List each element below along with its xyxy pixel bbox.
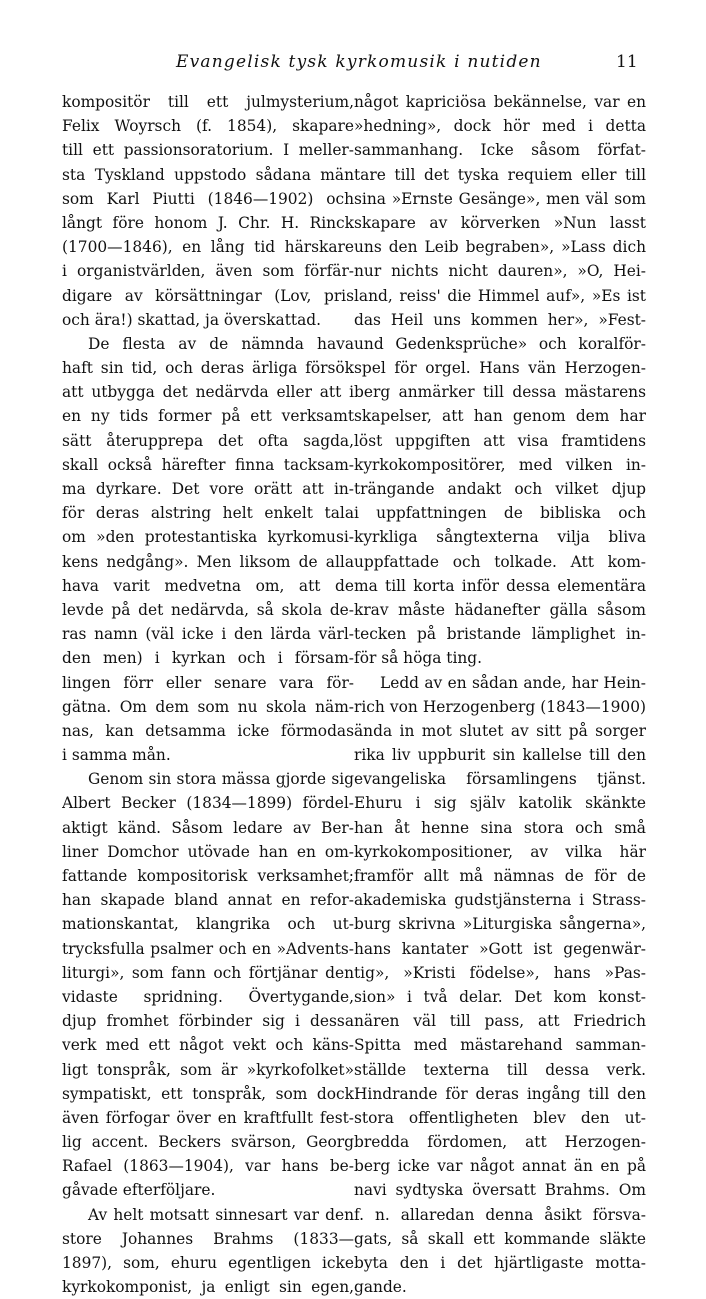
- text-line: i organistvärlden, även som förfär-: [62, 262, 354, 281]
- text-line: att utbygga det nedärvda eller att i: [62, 383, 354, 402]
- text-line: berg icke var något annat än en på: [354, 1157, 646, 1176]
- text-line: sion» i två delar. Det kom konst-: [354, 987, 646, 1006]
- page-number: 11: [616, 52, 638, 72]
- text-line: liturgi», som fann och förtjänar den: [62, 963, 354, 982]
- text-line: krav måste hädanefter gälla såsom: [354, 600, 646, 619]
- text-line: till ett passionsoratorium. I meller-: [62, 141, 354, 160]
- text-line: nur nichts nicht dauren», »O, Hei-: [354, 262, 646, 281]
- text-line: spel för orgel. Hans vän Herzogen-: [354, 359, 646, 378]
- text-line: stora offentligheten blev den ut-: [354, 1108, 646, 1127]
- text-line: sina »Ernste Gesänge», men väl som: [354, 189, 646, 208]
- text-line: ända in mot slutet av sitt på sorger: [354, 721, 646, 740]
- text-line: f. n. allaredan denna åsikt försva-: [354, 1205, 646, 1224]
- text-line: evangeliska församlingens tjänst.: [354, 770, 646, 789]
- text-line: kyrkokompositioner, av vilka här: [354, 842, 646, 861]
- text-line: sammanhang. Icke såsom förfat-: [354, 141, 646, 160]
- text-line: mationskantat, klangrika och ut-: [62, 915, 354, 934]
- text-line: hans kantater »Gott ist gegenwär-: [354, 939, 646, 958]
- text-line: kyrkliga sångtexterna vilja bliva: [354, 528, 646, 547]
- text-line: lingen förr eller senare vara för-: [62, 673, 354, 692]
- text-line: fattande kompositorisk verksamhet;: [62, 867, 354, 885]
- text-line: löst uppgiften att visa framtidens: [354, 431, 646, 450]
- text-line: rich von Herzogenberg (1843—1900): [354, 697, 646, 716]
- text-line: uppfattade och tolkade. Att kom-: [354, 552, 646, 571]
- text-line: för så höga ting.: [354, 649, 483, 668]
- text-line: skapare av körverken »Nun lasst: [354, 213, 646, 232]
- text-line: sätt återupprepa det ofta sagda,: [62, 431, 354, 450]
- text-line: ras namn (väl icke i den lärda värl-: [62, 625, 354, 644]
- text-line: Felix Woyrsch (f. 1854), skapare: [62, 117, 354, 136]
- text-line: djup fromhet förbinder sig i dessa: [62, 1012, 354, 1031]
- text-line: som Karl Piutti (1846—1902) och: [62, 189, 354, 208]
- text-line: om »den protestantiska kyrkomusi-: [62, 528, 354, 547]
- text-line: das Heil uns kommen her», »Fest-: [354, 310, 646, 329]
- text-line: en ny tids former på ett verksamt: [62, 407, 354, 426]
- text-line: haft sin tid, och deras ärliga försök: [62, 359, 354, 378]
- text-line: långt före honom J. Chr. H. Rinck: [62, 213, 354, 232]
- text-line: kyrkokompositörer, med vilken in-: [354, 455, 646, 474]
- text-line: framför allt må nämnas de för de: [354, 867, 646, 885]
- text-line: burg skrivna »Liturgiska sångerna»,: [354, 915, 646, 934]
- text-line: Hindrande för deras ingång till den: [354, 1084, 646, 1103]
- text-line: rika liv uppburit sin kallelse till den: [354, 746, 646, 765]
- text-line: skapelser, att han genom dem har: [354, 407, 646, 426]
- running-title: Evangelisk tysk kyrkomusik i nutiden: [176, 52, 542, 72]
- text-line: land, reiss' die Himmel auf», »Es ist: [354, 286, 646, 305]
- text-line: 1897), som, ehuru egentligen icke: [62, 1254, 354, 1272]
- text-line: verk med ett något vekt och käns-: [62, 1036, 354, 1055]
- text-line: även förfogar över en kraftfullt fest-: [62, 1108, 354, 1127]
- text-line: akademiska gudstjänsterna i Strass-: [354, 891, 646, 910]
- text-line: Genom sin stora mässa gjorde sig: [88, 770, 354, 789]
- text-line: vidaste spridning. Övertygande,: [62, 987, 354, 1006]
- text-line: tecken på bristande lämplighet in-: [354, 625, 646, 644]
- text-line: för deras alstring helt enkelt tala: [62, 504, 354, 523]
- text-line: gats, så skall ett kommande släkte: [354, 1229, 646, 1248]
- text-line: Ledd av en sådan ande, har Hein-: [380, 673, 646, 692]
- text-line: Rafael (1863—1904), var hans be-: [62, 1157, 354, 1176]
- text-line: tig», »Kristi födelse», hans »Pas-: [354, 963, 646, 982]
- text-line: nären väl till pass, att Friedrich: [354, 1012, 646, 1031]
- text-line: berg anmärker till dessa mästarens: [354, 383, 646, 402]
- text-line: tare till det tyska requiem eller till: [354, 165, 646, 184]
- text-line: Av helt motsatt sinnesart var den: [88, 1205, 354, 1224]
- text-line: uns den Leib begraben», »Lass dich: [354, 238, 646, 257]
- left-column: [62, 90, 354, 1299]
- text-line: levde på det nedärvda, så skola de-: [62, 600, 354, 619]
- text-line: skall också härefter finna tacksam-: [62, 455, 354, 474]
- text-line: i uppfattningen de bibliska och: [354, 504, 646, 523]
- text-line: sta Tyskland uppstodo sådana män: [62, 165, 354, 184]
- text-line: Spitta med mästarehand samman-: [354, 1036, 646, 1055]
- text-line: ma till korta inför dessa elementära: [354, 576, 646, 595]
- text-line: store Johannes Brahms (1833—: [62, 1229, 354, 1248]
- text-line: gätna. Om dem som nu skola näm-: [62, 697, 354, 716]
- text-line: kompositör till ett julmysterium,: [62, 93, 354, 111]
- text-line: De flesta av de nämnda hava: [88, 334, 354, 353]
- text-line: digare av körsättningar (Lov, pris: [62, 286, 354, 305]
- text-line: und Gedenksprüche» och koralför-: [354, 334, 646, 353]
- text-line: gande.: [354, 1278, 407, 1297]
- text-line: han skapade bland annat en refor-: [62, 891, 354, 910]
- text-line: den men) i kyrkan och i försam-: [62, 649, 354, 668]
- right-column: [354, 90, 646, 1299]
- text-line: ma dyrkare. Det vore orätt att in-: [62, 480, 354, 498]
- text-line: trängande andakt och vilket djup: [354, 480, 646, 498]
- text-line: Ehuru i sig själv katolik skänkte: [354, 794, 646, 813]
- text-line: navi sydtyska översatt Brahms. Om: [354, 1181, 646, 1200]
- text-line: byta den i det hjärtligaste motta-: [354, 1254, 646, 1272]
- text-line: nas, kan detsamma icke förmodas: [62, 721, 354, 740]
- text-line: sympatiskt, ett tonspråk, som dock: [62, 1084, 354, 1103]
- text-line: och ära!) skattad, ja överskattad.: [62, 310, 322, 329]
- text-line: ligt tonspråk, som är »kyrkofolket»: [62, 1060, 354, 1079]
- text-line: trycksfulla psalmer och en »Advents-: [62, 939, 354, 958]
- text-line: aktigt känd. Såsom ledare av Ber-: [62, 818, 354, 837]
- text-line: lig accent. Beckers svärson, Georg: [62, 1133, 354, 1152]
- text-line: kyrkokomponist, ja enligt sin egen,: [62, 1278, 354, 1297]
- text-line: hava varit medvetna om, att de: [62, 576, 354, 595]
- text-line: han åt henne sina stora och små: [354, 818, 646, 837]
- text-line: (1700—1846), en lång tid härskare: [62, 238, 354, 257]
- text-line: liner Domchor utövade han en om-: [62, 842, 354, 861]
- text-line: i samma mån.: [62, 746, 171, 765]
- text-line: ställde texterna till dessa verk.: [354, 1060, 646, 1079]
- text-line: kens nedgång». Men liksom de alla: [62, 552, 354, 571]
- text-line: Albert Becker (1834—1899) fördel-: [62, 794, 354, 813]
- text-line: gåvade efterföljare.: [62, 1181, 216, 1200]
- running-head: [0, 52, 706, 82]
- text-line: »hedning», dock hör med i detta: [354, 117, 646, 136]
- text-line: något kapriciösa bekännelse, var en: [354, 93, 646, 111]
- text-line: bredda fördomen, att Herzogen-: [354, 1133, 646, 1152]
